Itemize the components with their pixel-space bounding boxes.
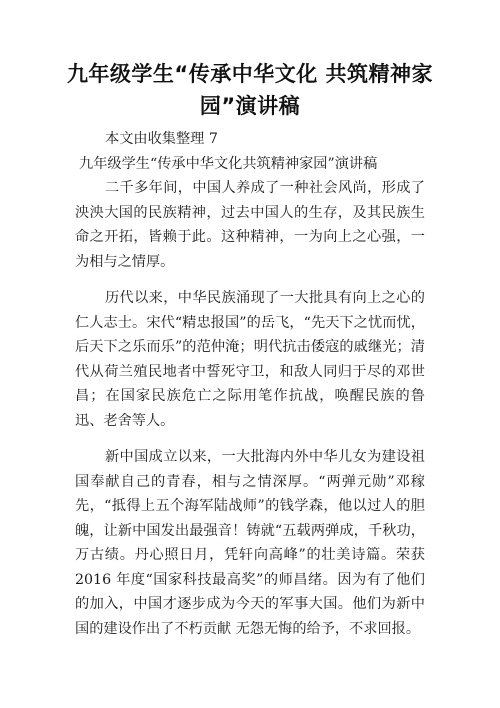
document-body [75, 127, 425, 653]
paragraph-2: 历代以来，中华民族涌现了一大批具有向上之心的仁人志士。宋代“精忠报国”的岳飞，“先天下之忧而忧，后天下之乐而乐”的范仲淹；明代抗击倭寇的戚继光；清代从荷兰殖民地者中誓死守卫，和敌人同归于尽的邓世昌；在国家民族危亡之际用笔作抗战，唤醒民族的鲁迅、老舍等人。 [75, 290, 425, 429]
paragraph-3: 新中国成立以来，一大批海内外中华儿女为建设祖国奉献自己的青春，相与之情深厚。“两弹元勋”邓稼先，“抵得上五个海军陆战师”的钱学森，他以过人的胆魄，让新中国发出最强音！铸就“五载两弹成，千秋功，万古绩。丹心照日月，凭轩向高峰”的壮美诗篇。荣获 2016 年度“国家科技最高奖”的师昌绪。因为有了他们的加入，中国才逐步成为今天的军事大国。他们为新中国的建设作出了不朽贡献 无怨无悔的给予，不求回报。 [75, 449, 425, 637]
document-title: 九年级学生“传承中华文化 共筑精神家园”演讲稿 [66, 62, 434, 118]
speech-subtitle: 九年级学生“传承中华文化共筑精神家园”演讲稿 [79, 155, 378, 172]
source-note: 本文由收集整理 7 [105, 131, 218, 147]
paragraph-1: 二千多年间，中国人养成了一种社会风尚，形成了泱泱大国的民族精神，过去中国人的生存，及其民族生命之开拓，皆赖于此。这种精神，一为向上之心强，一为相与之情厚。 [75, 180, 425, 270]
